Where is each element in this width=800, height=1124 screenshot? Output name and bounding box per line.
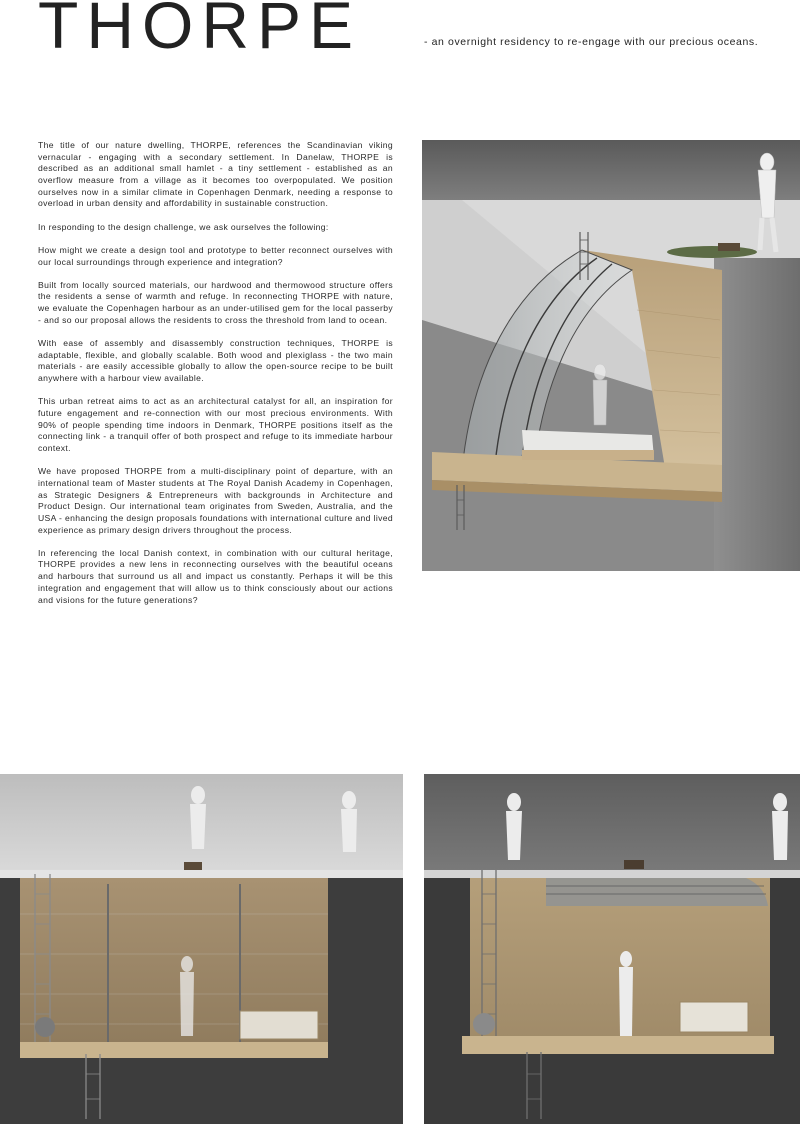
front-elevation-render-image: [0, 774, 403, 1124]
paragraph-3: How might we create a design tool and prototype to better reconnect ourselves with our local surroundings through experience and integration?: [38, 244, 393, 267]
paragraph-1: The title of our nature dwelling, THORPE, references the Scandinavian viking vernacular - engaging with a secondary settlement. In Danelaw, THORPE is described as an additional small hamlet - a tiny settlement - established as an overflow measure from a village as it becomes too overpopulated. We position ourselves now in a similar climate in Copenhagen Denmark, needing a response to overload in urban density and affordability in sustainable construction.: [38, 140, 393, 209]
paragraph-8: In referencing the local Danish context, in combination with our cultural heritage, THORPE provides a new lens in reconnecting ourselves with the beautiful oceans and harbours that surround us all and impact us constantly. Perhaps it will be this integration and engagement that will allow us to think consciously about our actions and visions for the future generations?: [38, 547, 393, 605]
tagline: - an overnight residency to re-engage with our precious oceans.: [424, 36, 759, 48]
perspective-render-image: [422, 140, 800, 571]
paragraph-6: This urban retreat aims to act as an architectural catalyst for all, an inspiration for future engagement and re-connection with our most precious environments. With 90% of people spending time indoors in Denmark, THORPE positions itself as the connecting link - a tranquil offer of both prospect and refuge to its immediate harbour context.: [38, 396, 393, 453]
paragraph-5: With ease of assembly and disassembly construction techniques, THORPE is adaptable, flexible, and globally scalable. Both wood and plexiglass - the two main materials - are easily accessible globally to allow the open-source recipe to be built anywhere with a harbour view available.: [38, 337, 393, 383]
body-text: [38, 140, 393, 618]
front-elevation-render-glass-image: [424, 774, 800, 1124]
paragraph-2: In responding to the design challenge, we ask ourselves the following:: [38, 221, 329, 232]
page-title: THORPE: [38, 0, 362, 62]
paragraph-4: Built from locally sourced materials, our hardwood and thermowood structure offers the residents a sense of warmth and refuge. In reconnecting THORPE with nature, we evaluate the Copenhagen harbour as an under-utilised gem for the local passerby - and so our proposal allows the residents to cross the threshold from land to ocean.: [38, 279, 393, 325]
paragraph-7: We have proposed THORPE from a multi-disciplinary point of departure, with an international team of Master students at The Royal Danish Academy in Copenhagen, as Strategic Designers & Entrepreneurs with backgrounds in Architecture and Product Design. Our international team originates from Sweden, Australia, and the USA - enhancing the design proposals foundations with international culture and lived experience as primary design drivers throughout the process.: [38, 466, 393, 535]
